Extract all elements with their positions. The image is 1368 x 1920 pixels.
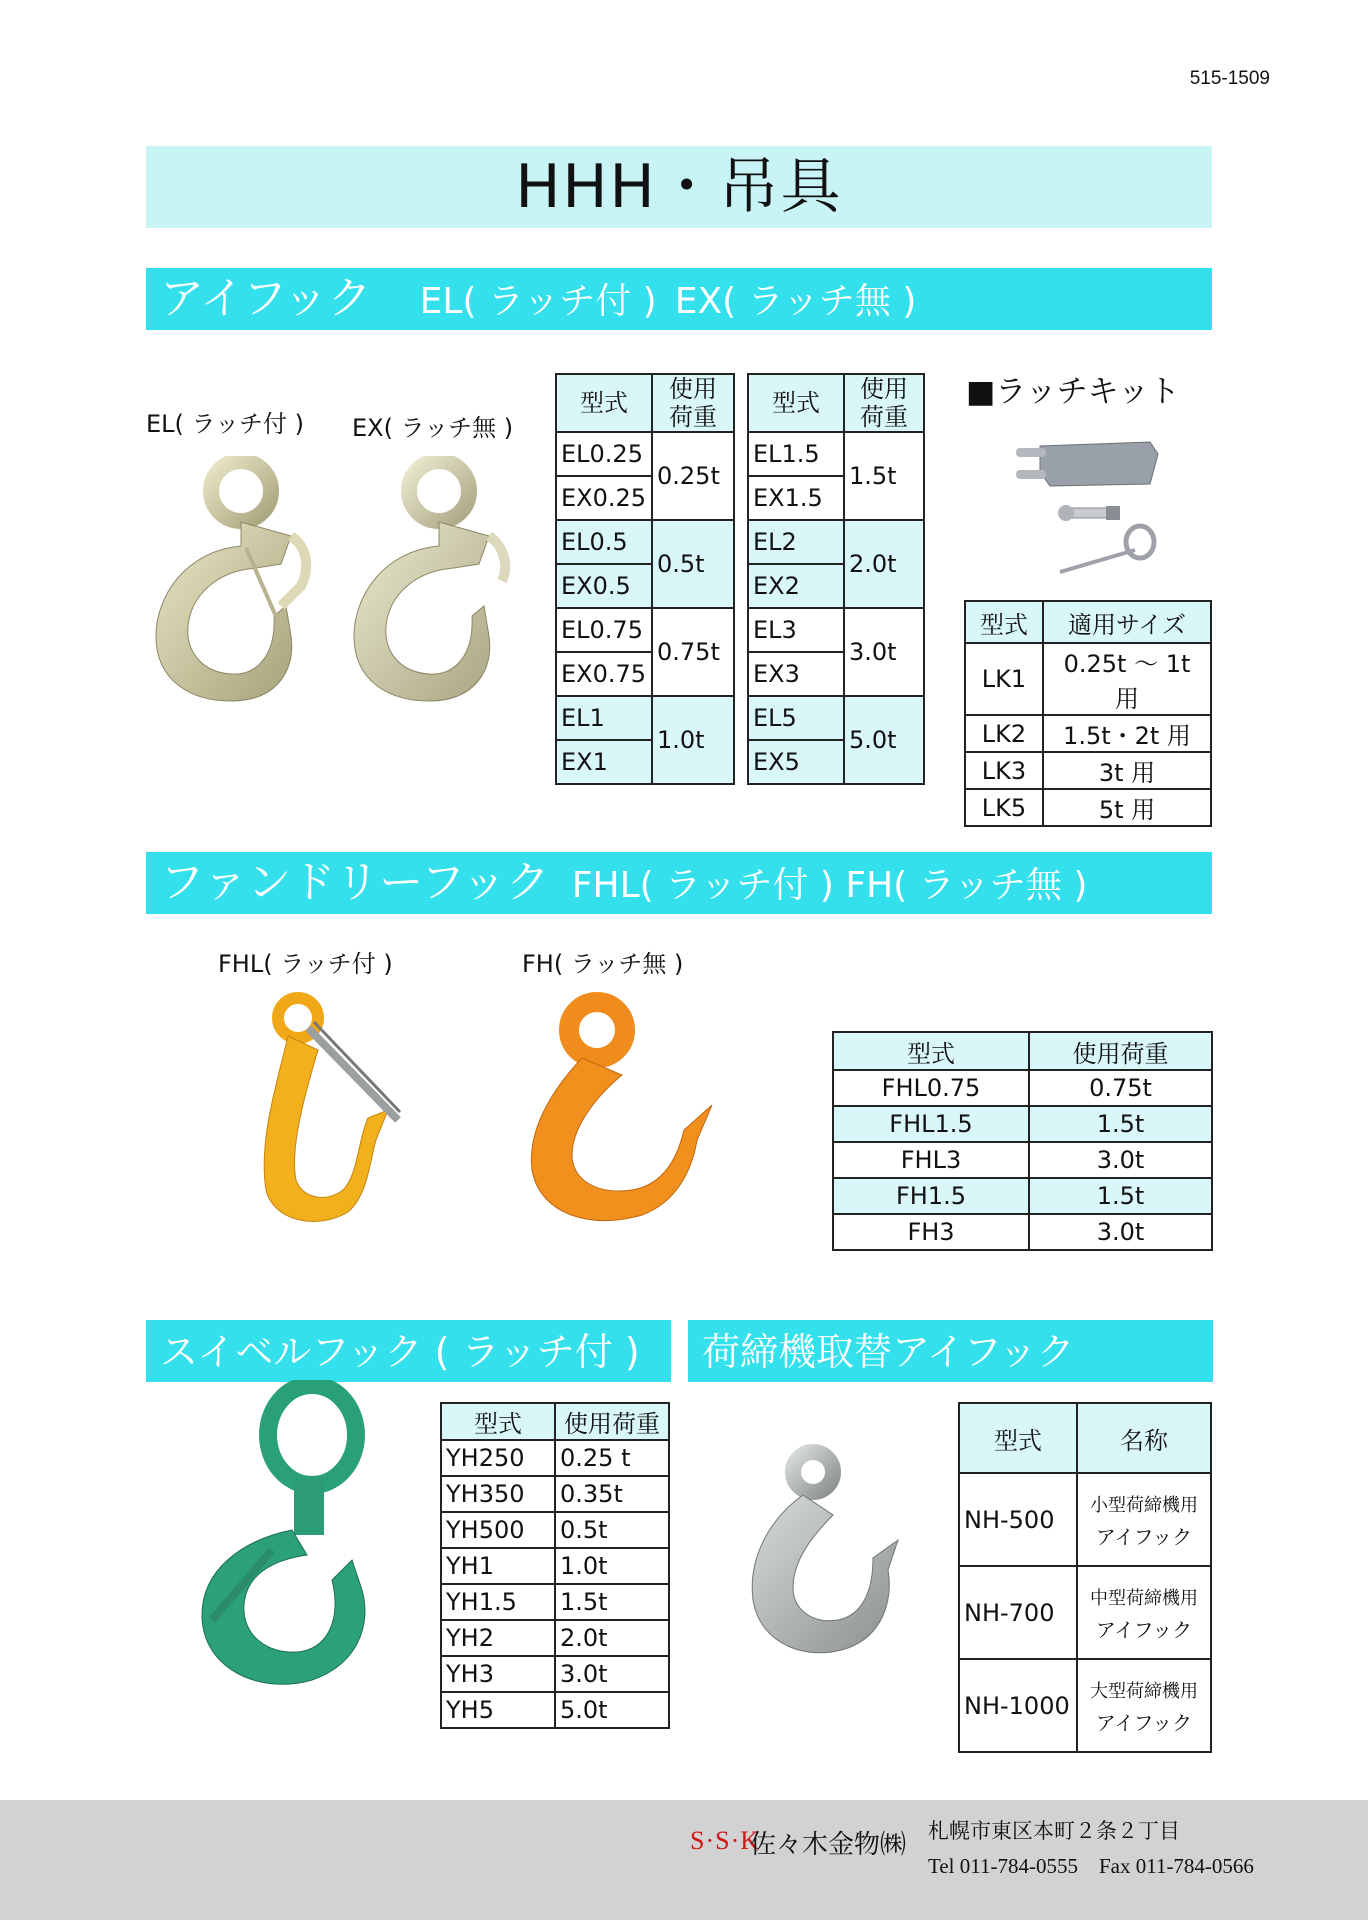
el-spec-table-2: [747, 373, 925, 785]
company-name: 佐々木金物㈱: [750, 1830, 907, 1859]
table-cell-load: 1.5t: [1029, 1178, 1212, 1214]
section-swivel-hook-title: スイベルフック ( ラッチ付 ): [160, 1330, 640, 1374]
table-cell-model: NH-500: [959, 1473, 1077, 1566]
table-cell-model: YH2: [441, 1620, 555, 1656]
table-cell-model: LK5: [965, 789, 1043, 826]
section-swivel-hook: [146, 1320, 671, 1382]
table-cell-name: [1077, 1566, 1211, 1659]
table-cell-model: LK2: [965, 715, 1043, 752]
table-cell-model: FH1.5: [833, 1178, 1029, 1214]
table-header-model: 型式: [833, 1032, 1029, 1070]
table-cell-model: EL0.25: [556, 432, 652, 476]
section-eye-hook: [146, 268, 1212, 330]
fh-hook-image: [512, 990, 722, 1230]
company-address: 札幌市東区本町２条２丁目: [928, 1819, 1180, 1843]
table-cell-model: EL3: [748, 608, 844, 652]
table-cell-model: EX0.5: [556, 564, 652, 608]
table-cell-model: FHL0.75: [833, 1070, 1029, 1106]
table-cell-name-line2: アイフック: [1095, 1525, 1193, 1549]
table-cell-load: 0.75t: [1029, 1070, 1212, 1106]
table-cell-model: YH350: [441, 1476, 555, 1512]
table-header-name: 名称: [1077, 1403, 1211, 1473]
section-binder-hook: [688, 1320, 1213, 1382]
table-header-model: 型式: [965, 601, 1043, 643]
section-eye-hook-title: アイフック: [160, 273, 372, 324]
table-cell-model: NH-700: [959, 1566, 1077, 1659]
table-cell-load: 1.0t: [555, 1548, 669, 1584]
binder-hook-image: [738, 1440, 908, 1670]
table-cell-load: 3.0t: [844, 608, 924, 696]
el-spec-table-1: [555, 373, 735, 785]
el-hook-image: [146, 456, 316, 706]
table-header-load: 使用荷重: [1029, 1032, 1212, 1070]
table-cell-load: 3.0t: [1029, 1142, 1212, 1178]
table-cell-size: 3t 用: [1043, 752, 1211, 789]
swivel-spec-table: [440, 1402, 670, 1729]
el-image-label: EL( ラッチ付 ): [146, 410, 305, 438]
section-eye-hook-sub2: EX( ラッチ無 ): [674, 281, 917, 322]
section-foundry-hook: [146, 852, 1212, 914]
section-foundry-hook-title: ファンドリーフック: [160, 857, 550, 908]
document-number: 515-1509: [1189, 68, 1270, 89]
section-foundry-hook-sub1: FHL( ラッチ付 ) FH( ラッチ無 ): [571, 865, 1088, 906]
ex-image-label: EX( ラッチ無 ): [352, 414, 514, 442]
latch-kit-image: [1010, 432, 1170, 582]
table-cell-model: EX1.5: [748, 476, 844, 520]
foundry-spec-table: [832, 1031, 1213, 1251]
fh-image-label: FH( ラッチ無 ): [522, 950, 684, 978]
table-cell-load: 5.0t: [555, 1692, 669, 1728]
table-cell-model: YH5: [441, 1692, 555, 1728]
table-cell-model: EL0.75: [556, 608, 652, 652]
table-cell-load: 3.0t: [555, 1656, 669, 1692]
table-cell-model: FH3: [833, 1214, 1029, 1250]
table-cell-model: EX1: [556, 740, 652, 784]
table-cell-model: EL1.5: [748, 432, 844, 476]
table-cell-model: EL2: [748, 520, 844, 564]
table-header-load: 使用 荷重: [652, 374, 734, 432]
table-cell-name: [1077, 1473, 1211, 1566]
table-cell-model: EX3: [748, 652, 844, 696]
table-cell-model: EX0.25: [556, 476, 652, 520]
binder-spec-table: [958, 1402, 1212, 1753]
table-header-model: 型式: [556, 374, 652, 432]
table-cell-load: 0.5t: [555, 1512, 669, 1548]
table-cell-name-line1: 小型荷締機用: [1090, 1495, 1198, 1516]
table-header-model: 型式: [748, 374, 844, 432]
table-cell-load: 0.25t: [652, 432, 734, 520]
fhl-hook-image: [248, 990, 418, 1230]
table-header-model: 型式: [959, 1403, 1077, 1473]
latch-kit-title: ■ラッチキット: [966, 374, 1181, 410]
table-cell-size: 0.25t ～ 1t 用: [1043, 643, 1211, 715]
table-cell-model: LK1: [965, 643, 1043, 715]
latch-kit-table: [964, 600, 1212, 827]
table-cell-model: YH500: [441, 1512, 555, 1548]
ex-hook-image: [344, 456, 514, 706]
table-cell-load: 0.25 t: [555, 1440, 669, 1476]
table-cell-model: LK3: [965, 752, 1043, 789]
table-cell-load: 5.0t: [844, 696, 924, 784]
fhl-image-label: FHL( ラッチ付 ): [218, 950, 393, 978]
table-cell-name: [1077, 1659, 1211, 1752]
table-cell-model: EX0.75: [556, 652, 652, 696]
table-cell-model: YH250: [441, 1440, 555, 1476]
table-cell-size: 1.5t・2t 用: [1043, 715, 1211, 752]
table-cell-load: 3.0t: [1029, 1214, 1212, 1250]
page-title-bar: [146, 146, 1212, 228]
table-cell-model: YH1: [441, 1548, 555, 1584]
table-cell-model: EX2: [748, 564, 844, 608]
table-cell-model: YH1.5: [441, 1584, 555, 1620]
table-cell-name-line1: 中型荷締機用: [1090, 1588, 1198, 1609]
table-cell-model: FHL3: [833, 1142, 1029, 1178]
table-cell-model: NH-1000: [959, 1659, 1077, 1752]
table-cell-load: 1.5t: [555, 1584, 669, 1620]
table-cell-load: 1.5t: [844, 432, 924, 520]
table-cell-name-line2: アイフック: [1095, 1618, 1193, 1642]
table-header-load: 使用荷重: [555, 1403, 669, 1440]
table-cell-model: EL5: [748, 696, 844, 740]
table-cell-load: 2.0t: [555, 1620, 669, 1656]
section-eye-hook-sub1: EL( ラッチ付 ): [419, 281, 657, 322]
table-cell-name-line1: 大型荷締機用: [1090, 1681, 1198, 1702]
table-header-model: 型式: [441, 1403, 555, 1440]
table-cell-load: 2.0t: [844, 520, 924, 608]
company-logo: S·S·K: [690, 1826, 761, 1855]
table-cell-model: FHL1.5: [833, 1106, 1029, 1142]
table-cell-load: 1.5t: [1029, 1106, 1212, 1142]
swivel-hook-image: [182, 1380, 382, 1700]
table-header-size: 適用サイズ: [1043, 601, 1211, 643]
table-header-load: 使用 荷重: [844, 374, 924, 432]
table-cell-model: YH3: [441, 1656, 555, 1692]
table-cell-size: 5t 用: [1043, 789, 1211, 826]
section-binder-hook-title: 荷締機取替アイフック: [702, 1330, 1075, 1374]
table-cell-load: 0.75t: [652, 608, 734, 696]
page-title: HHH・吊具: [515, 152, 843, 222]
table-cell-load: 0.5t: [652, 520, 734, 608]
table-cell-model: EL1: [556, 696, 652, 740]
table-cell-name-line2: アイフック: [1095, 1711, 1193, 1735]
table-cell-model: EL0.5: [556, 520, 652, 564]
table-cell-load: 0.35t: [555, 1476, 669, 1512]
table-cell-load: 1.0t: [652, 696, 734, 784]
table-cell-model: EX5: [748, 740, 844, 784]
company-phone: Tel 011-784-0555 Fax 011-784-0566: [928, 1854, 1254, 1878]
